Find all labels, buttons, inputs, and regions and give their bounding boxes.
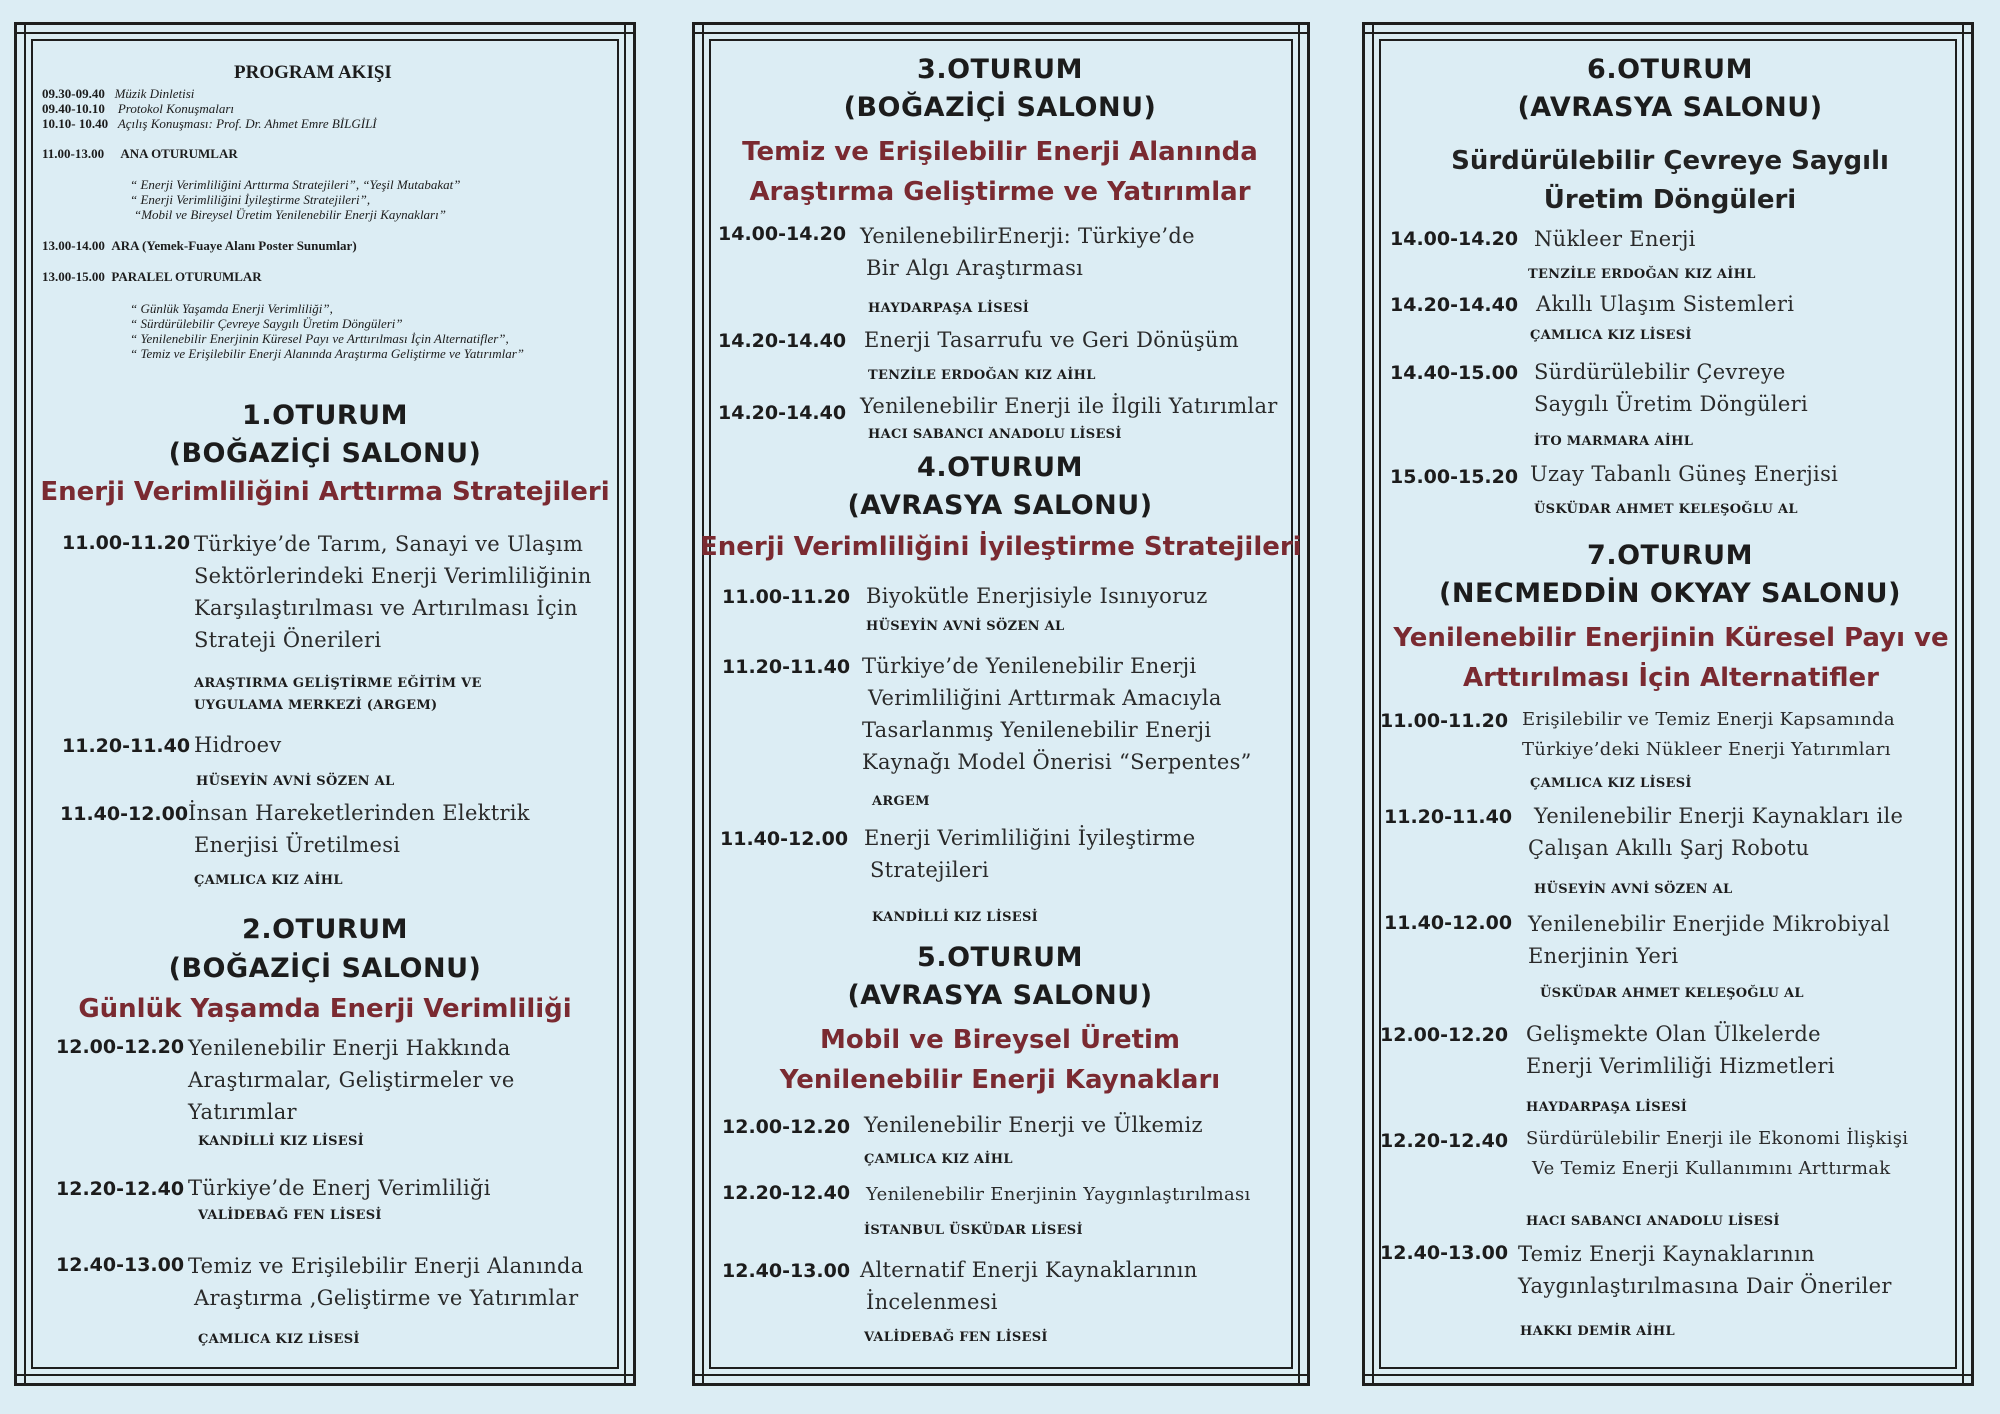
- program-item: 09.40-10.10 Protokol Konuşmaları: [42, 101, 235, 116]
- talk-time: 12.40-13.00: [722, 1260, 851, 1282]
- program-item: 09.30-09.40 Müzik Dinletisi: [42, 86, 195, 101]
- talk-school: KANDİLLİ KIZ LİSESİ: [872, 910, 1039, 925]
- session-4-hall: (AVRASYA SALONU): [847, 490, 1153, 521]
- talk-title: Yenilenebilir Enerji ile İlgili Yatırımlar: [860, 394, 1278, 418]
- talk-time: 11.20-11.40: [62, 735, 191, 757]
- talk-school: HÜSEYİN AVNİ SÖZEN AL: [866, 619, 1065, 634]
- session-1-topic: Enerji Verimliliğini Arttırma Stratejileri: [40, 477, 610, 507]
- program-paralel: 13.00-15.00 PARALEL OTURUMLAR: [42, 269, 262, 284]
- talk-school: HÜSEYİN AVNİ SÖZEN AL: [196, 774, 395, 789]
- session-2-title: 2.OTURUM: [242, 914, 408, 945]
- talk-school: HÜSEYİN AVNİ SÖZEN AL: [1534, 882, 1733, 897]
- talk-time: 11.20-11.40: [1384, 806, 1513, 828]
- session-6-title: 6.OTURUM: [1587, 54, 1753, 85]
- program-title: PROGRAM AKIŞI: [234, 62, 392, 83]
- talk-time: 11.00-11.20: [1380, 710, 1509, 732]
- session-4-topic: Enerji Verimliliğini İyileştirme Stratejileri: [700, 532, 1302, 562]
- talk-time: 12.00-12.20: [56, 1036, 185, 1058]
- talk-title: Yenilenebilir Enerjinin Yaygınlaştırılması: [866, 1184, 1251, 1205]
- talk-title: Yenilenebilir Enerji ve Ülkemiz: [864, 1113, 1203, 1137]
- session-7-title: 7.OTURUM: [1587, 540, 1753, 571]
- talk-title: Nükleer Enerji: [1534, 227, 1696, 251]
- session-3-hall: (BOĞAZİÇİ SALONU): [843, 92, 1157, 123]
- talk-title: Sürdürülebilir Çevreye Saygılı Üretim Döngüleri: [1534, 360, 1809, 416]
- program-ara: 13.00-14.00 ARA (Yemek-Fuaye Alanı Poster Sunumlar): [42, 238, 357, 253]
- talk-time: 11.00-11.20: [722, 586, 851, 608]
- talk-time: 11.40-12.00: [60, 803, 189, 825]
- talk-time: 14.00-14.20: [718, 223, 847, 245]
- session-4-title: 4.OTURUM: [917, 452, 1083, 483]
- talk-school: ARAŞTIRMA GELİŞTİRME EĞİTİM VE UYGULAMA MERKEZİ (ARGEM): [194, 676, 482, 713]
- talk-title: Sürdürülebilir Enerji ile Ekonomi İlişkişi Ve Temiz Enerji Kullanımını Arttırmak: [1526, 1128, 1909, 1179]
- session-3-title: 3.OTURUM: [917, 54, 1083, 85]
- talk-title: Hidroev: [194, 733, 282, 757]
- program-topic: “ Günlük Yaşamda Enerji Verimliliği”,: [130, 301, 333, 316]
- talk-title: Yenilenebilir Enerji Hakkında Araştırmalar, Geliştirmeler ve Yatırımlar: [188, 1036, 515, 1124]
- talk-time: 14.20-14.40: [718, 402, 847, 424]
- talk-school: HACI SABANCI ANADOLU LİSESİ: [868, 427, 1122, 442]
- talk-title: Uzay Tabanlı Güneş Enerjisi: [1530, 462, 1839, 486]
- talk-school: İSTANBUL ÜSKÜDAR LİSESİ: [864, 1223, 1083, 1238]
- talk-title: YenilenebilirEnerji: Türkiye’de Bir Algı Araştırması: [860, 224, 1195, 280]
- program-topic: “ Sürdürülebilir Çevreye Saygılı Üretim Döngüleri”: [130, 316, 403, 331]
- talk-time: 12.20-12.40: [56, 1178, 185, 1200]
- program-topic: “Mobil ve Bireysel Üretim Yenilenebilir Enerji Kaynakları”: [134, 207, 446, 222]
- talk-time: 14.00-14.20: [1390, 228, 1519, 250]
- talk-school: ÇAMLICA KIZ AİHL: [194, 873, 343, 888]
- talk-school: VALİDEBAĞ FEN LİSESİ: [864, 1330, 1048, 1345]
- talk-time: 12.40-13.00: [1380, 1242, 1509, 1264]
- talk-school: KANDİLLİ KIZ LİSESİ: [198, 1134, 365, 1149]
- talk-school: HAKKI DEMİR AİHL: [1520, 1324, 1675, 1339]
- talk-title: Yenilenebilir Enerjide Mikrobiyal Enerjinin Yeri: [1528, 912, 1890, 968]
- talk-time: 12.20-12.40: [722, 1182, 851, 1204]
- talk-school: ÜSKÜDAR AHMET KELEŞOĞLU AL: [1534, 502, 1798, 517]
- talk-time: 11.40-12.00: [720, 828, 849, 850]
- talk-title: Enerji Verimliliğini İyileştirme Stratejileri: [864, 826, 1196, 882]
- session-6-topic: Sürdürülebilir Çevreye Saygılı Üretim Döngüleri: [1451, 146, 1889, 215]
- program-ana: 11.00-13.00 ANA OTURUMLAR: [42, 146, 238, 161]
- talk-title: Gelişmekte Olan Ülkelerde Enerji Verimliliği Hizmetleri: [1526, 1022, 1835, 1078]
- talk-school: İTO MARMARA AİHL: [1534, 434, 1694, 449]
- program-topic: “ Enerji Verimliliğini Arttırma Stratejileri”, “Yeşil Mutabakat”: [130, 177, 461, 192]
- talk-title: Biyokütle Enerjisiyle Isınıyoruz: [866, 584, 1208, 608]
- talk-title: Akıllı Ulaşım Sistemleri: [1536, 292, 1795, 316]
- talk-time: 11.00-11.20: [62, 532, 191, 554]
- talk-title: Alternatif Enerji Kaynaklarının İncelenmesi: [860, 1258, 1198, 1314]
- session-6-hall: (AVRASYA SALONU): [1517, 92, 1823, 123]
- program-topic: “ Yenilenebilir Enerjinin Küresel Payı ve Arttırılması İçin Alternatifler”,: [130, 331, 509, 346]
- talk-time: 14.20-14.40: [718, 330, 847, 352]
- program-topic: “ Temiz ve Erişilebilir Enerji Alanında Araştırma Geliştirme ve Yatırımlar”: [130, 346, 525, 361]
- talk-title: Türkiye’de Yenilenebilir Enerji Verimliliğini Arttırmak Amacıyla Tasarlanmış Yenilenebilir Enerji Kaynağı Model Önerisi “Serpentes”: [862, 654, 1252, 774]
- session-3-topic: Temiz ve Erişilebilir Enerji Alanında Araştırma Geliştirme ve Yatırımlar: [742, 137, 1258, 207]
- talk-title: Temiz ve Erişilebilir Enerji Alanında Araştırma ,Geliştirme ve Yatırımlar: [188, 1254, 584, 1310]
- talk-title: Türkiye’de Enerj Verimliliği: [188, 1176, 491, 1200]
- talk-school: TENZİLE ERDOĞAN KIZ AİHL: [1528, 267, 1756, 282]
- talk-time: 14.40-15.00: [1390, 362, 1519, 384]
- talk-title: Türkiye’de Tarım, Sanayi ve Ulaşım Sektörlerindeki Enerji Verimliliğinin Karşılaştırılması ve Artırılması İçin Strateji Önerileri: [194, 532, 592, 652]
- talk-title: İnsan Hareketlerinden Elektrik Enerjisi Üretilmesi: [188, 801, 530, 857]
- talk-time: 11.20-11.40: [722, 656, 851, 678]
- session-7-topic: Yenilenebilir Enerjinin Küresel Payı ve Arttırılması İçin Alternatifler: [1393, 623, 1949, 693]
- program-topic: “ Enerji Verimliliğini İyileştirme Stratejileri”,: [130, 192, 371, 207]
- talk-school: ÇAMLICA KIZ LİSESİ: [1530, 776, 1692, 791]
- session-5-title: 5.OTURUM: [917, 942, 1083, 973]
- talk-school: ÜSKÜDAR AHMET KELEŞOĞLU AL: [1540, 986, 1804, 1001]
- session-2-topic: Günlük Yaşamda Enerji Verimliliği: [78, 994, 572, 1024]
- talk-time: 12.40-13.00: [56, 1254, 185, 1276]
- talk-school: TENZİLE ERDOĞAN KIZ AİHL: [868, 368, 1096, 383]
- talk-title: Yenilenebilir Enerji Kaynakları ile Çalışan Akıllı Şarj Robotu: [1528, 804, 1904, 860]
- talk-time: 11.40-12.00: [1384, 912, 1513, 934]
- talk-school: ÇAMLICA KIZ LİSESİ: [1530, 328, 1692, 343]
- talk-school: VALİDEBAĞ FEN LİSESİ: [198, 1208, 382, 1223]
- talk-time: 14.20-14.40: [1390, 294, 1519, 316]
- session-5-hall: (AVRASYA SALONU): [847, 980, 1153, 1011]
- program-item: 10.10- 10.40 Açılış Konuşması: Prof. Dr. Ahmet Emre BİLGİLİ: [42, 116, 377, 131]
- session-5-topic: Mobil ve Bireysel Üretim Yenilenebilir Enerji Kaynakları: [779, 1025, 1221, 1095]
- talk-title: Temiz Enerji Kaynaklarının Yaygınlaştırılmasına Dair Öneriler: [1518, 1242, 1892, 1298]
- talk-title: Erişilebilir ve Temiz Enerji Kapsamında Türkiye’deki Nükleer Enerji Yatırımları: [1522, 709, 1895, 760]
- talk-time: 12.00-12.20: [1380, 1024, 1509, 1046]
- session-1-title: 1.OTURUM: [242, 400, 408, 431]
- talk-time: 12.00-12.20: [722, 1116, 851, 1138]
- talk-school: HAYDARPAŞA LİSESİ: [1526, 1100, 1688, 1115]
- talk-time: 12.20-12.40: [1380, 1130, 1509, 1152]
- talk-school: ÇAMLICA KIZ AİHL: [864, 1152, 1013, 1167]
- session-7-hall: (NECMEDDİN OKYAY SALONU): [1439, 578, 1901, 609]
- session-2-hall: (BOĞAZİÇİ SALONU): [168, 953, 482, 984]
- talk-school: ARGEM: [872, 794, 930, 809]
- talk-time: 15.00-15.20: [1390, 466, 1519, 488]
- talk-school: HAYDARPAŞA LİSESİ: [868, 301, 1030, 316]
- talk-school: HACI SABANCI ANADOLU LİSESİ: [1526, 1214, 1780, 1229]
- talk-title: Enerji Tasarrufu ve Geri Dönüşüm: [864, 328, 1239, 352]
- session-1-hall: (BOĞAZİÇİ SALONU): [168, 438, 482, 469]
- talk-school: ÇAMLICA KIZ LİSESİ: [198, 1332, 360, 1347]
